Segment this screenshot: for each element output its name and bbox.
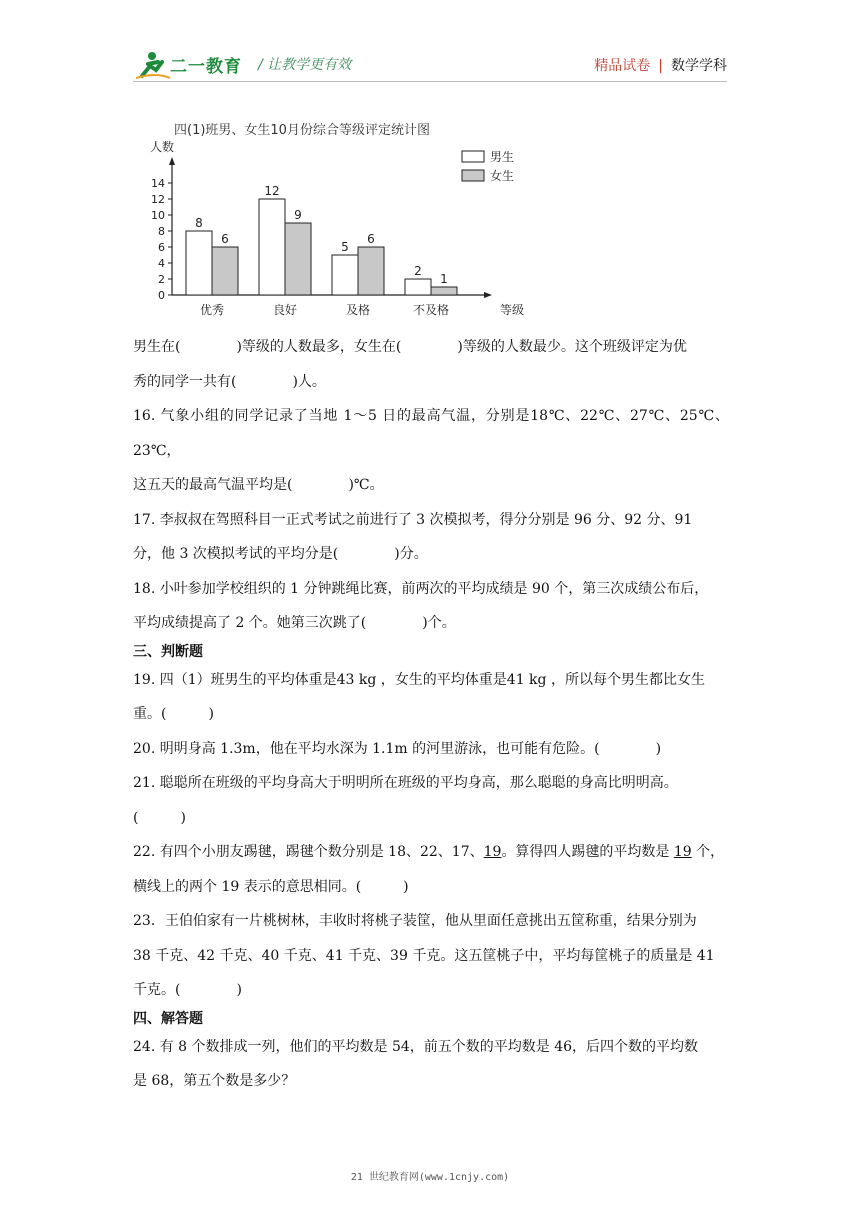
slogan: / 让教学更有效 [258,57,352,73]
q18-line2: 平均成绩提高了 2 个。她第三次跳了( )个。 [133,615,456,631]
logo-text: 二一教育 [170,57,242,77]
legend-label: 女生 [490,169,515,183]
x-tick-label: 不及格 [412,303,450,317]
legend-swatch-girls [462,170,484,181]
q19-line2: 重。( ) [133,706,214,722]
y-tick-label: 12 [151,193,165,206]
header-right [594,55,727,75]
chart-title: 四(1)班男、女生10月份综合等级评定统计图 [174,123,430,138]
q22-post: 个， [691,844,725,860]
q21-line1: 21. 聪聪所在班级的平均身高大于明明所在班级的平均身高，那么聪聪的身高比明明高。 [133,775,678,791]
bar-girls [358,247,384,295]
q17-line2: 分，他 3 次模拟考试的平均分是( )分。 [133,546,428,562]
q23-line2: 38 千克、42 千克、40 千克、41 千克、39 千克。这五筐桃子中，平均每筐桃子的质量是 41 [133,947,715,964]
bar-value-label: 8 [195,216,203,230]
bar-value-label: 6 [367,232,375,246]
footer: 21 世纪教育网(www.1cnjy.com) [350,1172,510,1183]
bar-girls [212,247,238,295]
section-answer: 四、解答题 [133,1010,203,1027]
q20: 20. 明明身高 1.3m，他在平均水深为 1.1m 的河里游泳，也可能有危险。( ) [133,740,662,757]
q18-line1: 18. 小叶参加学校组织的 1 分钟跳绳比赛，前两次的平均成绩是 90 个，第三次成绩公布后， [133,580,709,597]
q16-line2: 这五天的最高气温平均是( )℃。 [133,477,384,493]
q23-line3: 千克。( ) [133,982,242,998]
x-axis-label: 等级 [500,303,524,317]
q21-line2: ( ) [133,809,186,826]
q22-pre: 22. 有四个小朋友踢毽，踢毽个数分别是 18、22、17、 [133,844,484,860]
y-axis-label: 人数 [150,140,175,154]
q15-line1: 男生在( )等级的人数最多，女生在( )等级的人数最少。这个班级评定为优 [133,339,687,355]
chart-svg [144,117,524,327]
header-subject: 数学学科 [671,58,727,74]
legend-swatch-boys [462,151,484,162]
q22-underlined-2: 19 [673,844,692,860]
q22-line1 [133,835,729,870]
y-tick-label: 14 [151,177,165,190]
q22-mid: 。算得四人踢毽的平均数是 [501,844,674,860]
bar-chart [144,117,524,327]
y-tick-label: 4 [158,257,165,270]
bar-value-label: 6 [221,232,229,246]
bar-value-label: 2 [414,264,422,278]
bar-boys [332,255,358,295]
bar-value-label: 12 [264,184,280,198]
bar-boys [259,199,285,295]
q23-line1: 23．王伯伯家有一片桃树林，丰收时将桃子装筐，他从里面任意挑出五筐称重，结果分别为 [133,913,697,929]
header-separator: | [658,58,663,74]
x-tick-label: 及格 [345,303,371,317]
bar-boys [405,279,431,295]
y-tick-label: 10 [151,209,165,222]
bar-boys [186,231,212,295]
y-axis-arrow [169,157,175,165]
x-tick-label: 优秀 [199,303,225,317]
q24-line2: 是 68，第五个数是多少？ [133,1073,296,1089]
q16-line1: 16. 气象小组的同学记录了当地 1～5 日的最高气温，分别是18℃、22℃、27℃、25℃、23℃， [133,408,729,459]
bar-value-label: 1 [440,272,448,286]
section-judgement: 三、判断题 [133,643,203,660]
x-axis-arrow [484,292,492,298]
question-content [133,330,729,1099]
header-divider [133,81,727,82]
q15-line2: 秀的同学一共有( )人。 [133,373,326,390]
q19-line1: 19. 四（1）班男生的平均体重是43 kg ，女生的平均体重是41 kg ，所以每个男生都比女生 [133,671,705,688]
legend-label: 男生 [490,150,515,164]
y-tick-label: 0 [158,289,165,302]
q24-line1: 24. 有 8 个数排成一列，他们的平均数是 54，前五个数的平均数是 46，后四个数的平均数 [133,1038,699,1055]
y-tick-label: 8 [158,225,165,238]
q17-line1: 17. 李叔叔在驾照科目一正式考试之前进行了 3 次模拟考，得分分别是 96 分、92 分、91 [133,511,693,528]
y-tick-label: 6 [158,241,165,254]
bar-value-label: 5 [341,240,349,254]
page-header [0,0,860,92]
bar-girls [285,223,311,295]
x-tick-label: 良好 [272,303,298,317]
q22-underlined-1: 19 [483,844,502,860]
bar-value-label: 9 [294,208,302,222]
header-tag: 精品试卷 [594,58,651,74]
bar-girls [431,287,457,295]
y-tick-label: 2 [158,273,165,286]
q22-line2: 横线上的两个 19 表示的意思相同。( ) [133,878,409,895]
